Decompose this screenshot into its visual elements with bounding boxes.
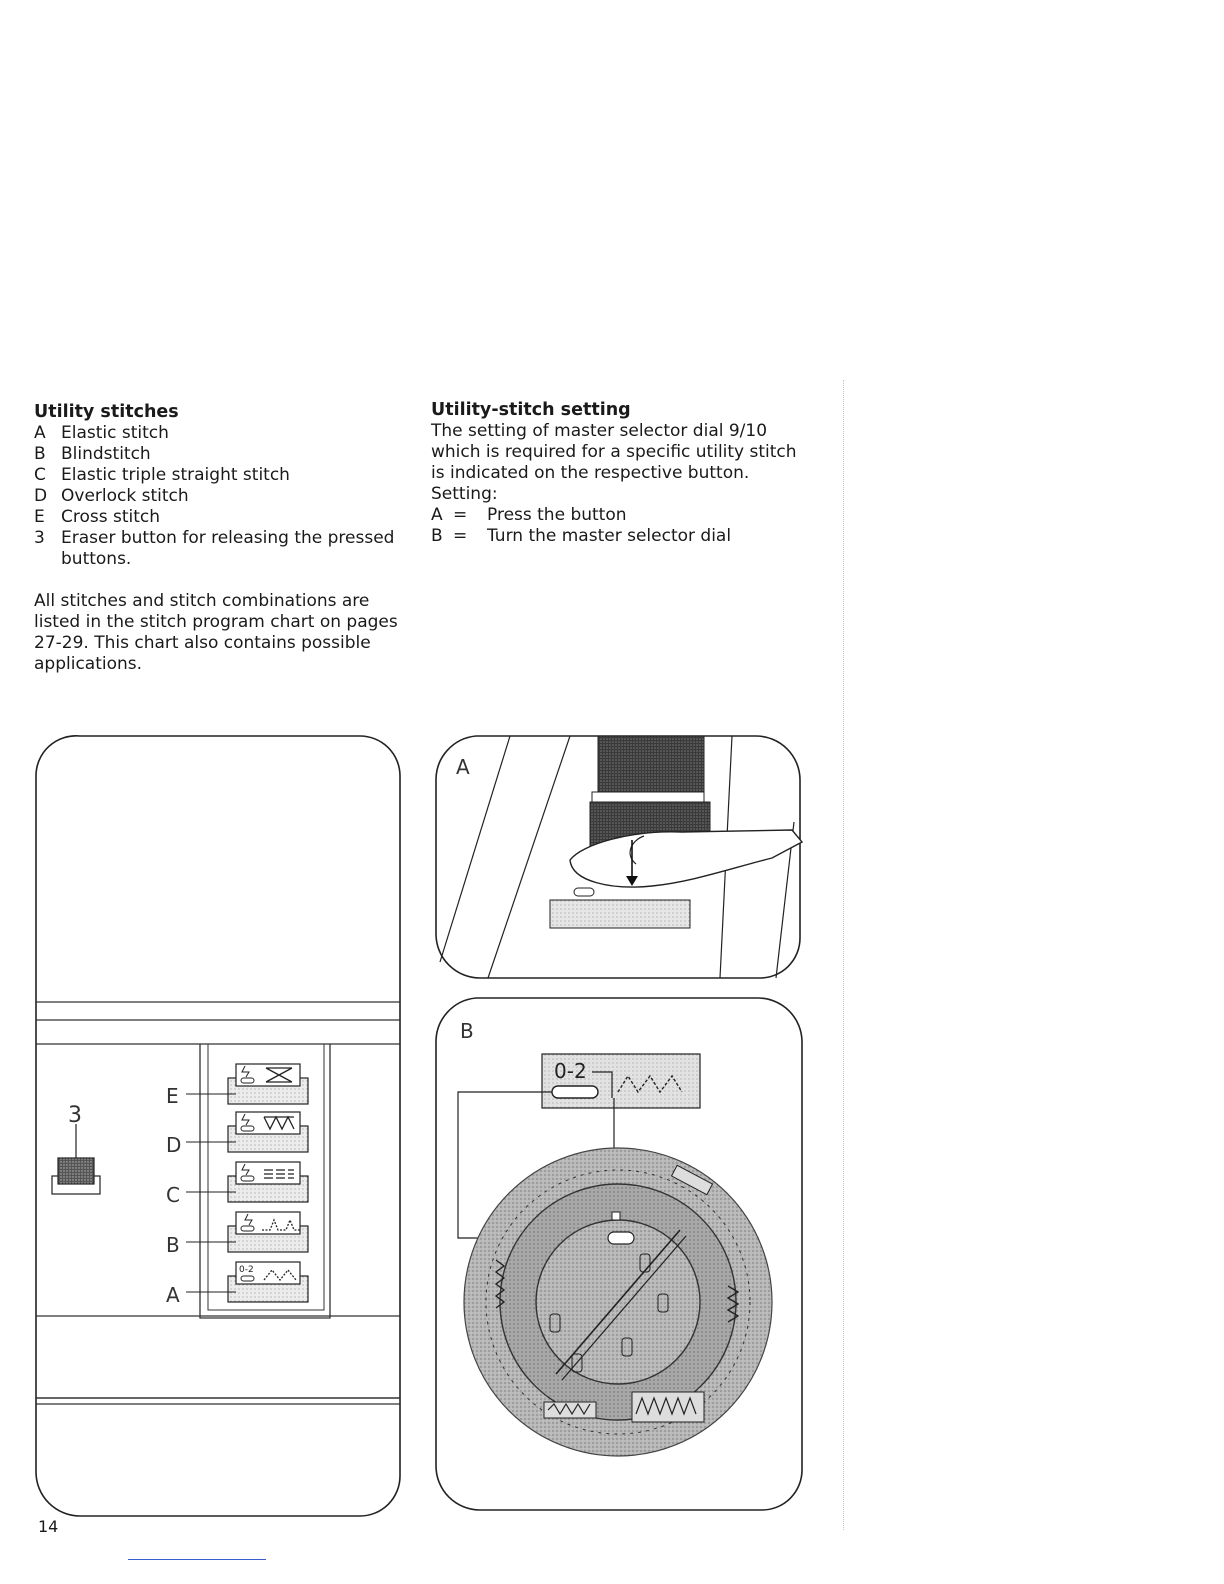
page-edge-line [843,380,844,1530]
setting-code: 0-2 [554,1059,587,1083]
step-key: A [431,505,443,525]
stitch-button-c-icon [228,1162,308,1202]
utility-setting-body: The setting of master selector dial 9/10 which is required for a specific utility stitch is indicated on the respective button. [431,421,797,483]
legend-key: E [34,507,45,527]
eraser-button-icon [52,1124,100,1194]
stitch-button-b-icon [228,1212,308,1252]
stitch-chart-note: All stitches and stitch combinations are listed in the stitch program chart on pages 27-29. This chart also contains possible applications. [34,591,398,674]
button-label-d: D [166,1133,182,1157]
step-key: B [431,526,443,546]
button-label-b: B [166,1233,180,1257]
step-equals: = [453,505,468,525]
legend-label: Cross stitch [61,507,161,527]
button-label-e: E [166,1084,179,1108]
page-number: 14 [38,1517,59,1536]
stitch-button-d-icon [228,1112,308,1152]
figure-a-label: A [456,755,470,779]
step-equals: = [453,526,468,546]
legend-label: Eraser button for releasing the pressed buttons. [61,528,395,569]
selector-dial-illustration [432,994,806,1516]
button-a-code: 0-2 [239,1265,254,1275]
legend-item [34,486,414,507]
legend-key: A [34,423,46,443]
button-panel-illustration [30,732,406,1520]
legend-key: B [34,444,46,464]
legend-item [34,507,414,528]
setting-step [431,505,811,526]
legend-item [34,444,414,465]
footer-rule [128,1559,266,1560]
legend-item [34,465,414,486]
setting-label: Setting: [431,484,498,504]
stitch-button-a-icon [228,1262,308,1302]
utility-setting-section [431,400,811,547]
stitch-button-e-icon [228,1064,308,1104]
legend-item [34,423,414,444]
dial-setting-marker [608,1232,634,1244]
button-label-c: C [166,1183,180,1207]
press-button-illustration [432,732,806,982]
legend-label: Blindstitch [61,444,151,464]
utility-setting-heading: Utility-stitch setting [431,400,631,420]
legend-label: Elastic stitch [61,423,169,443]
legend-key: C [34,465,46,485]
eraser-label: 3 [68,1103,82,1128]
legend-key: 3 [34,528,45,548]
setting-step [431,526,811,547]
legend-key: D [34,486,48,506]
legend-label: Elastic triple straight stitch [61,465,290,485]
legend-label: Overlock stitch [61,486,189,506]
button-a-closeup-icon [542,1054,700,1108]
button-label-a: A [166,1283,180,1307]
figure-frame [36,736,400,1516]
utility-stitches-heading: Utility stitches [34,402,179,422]
step-text: Turn the master selector dial [487,526,732,546]
utility-stitches-section [34,402,414,675]
legend-item [34,528,414,570]
step-text: Press the button [487,505,627,525]
figure-b-label: B [460,1019,474,1043]
